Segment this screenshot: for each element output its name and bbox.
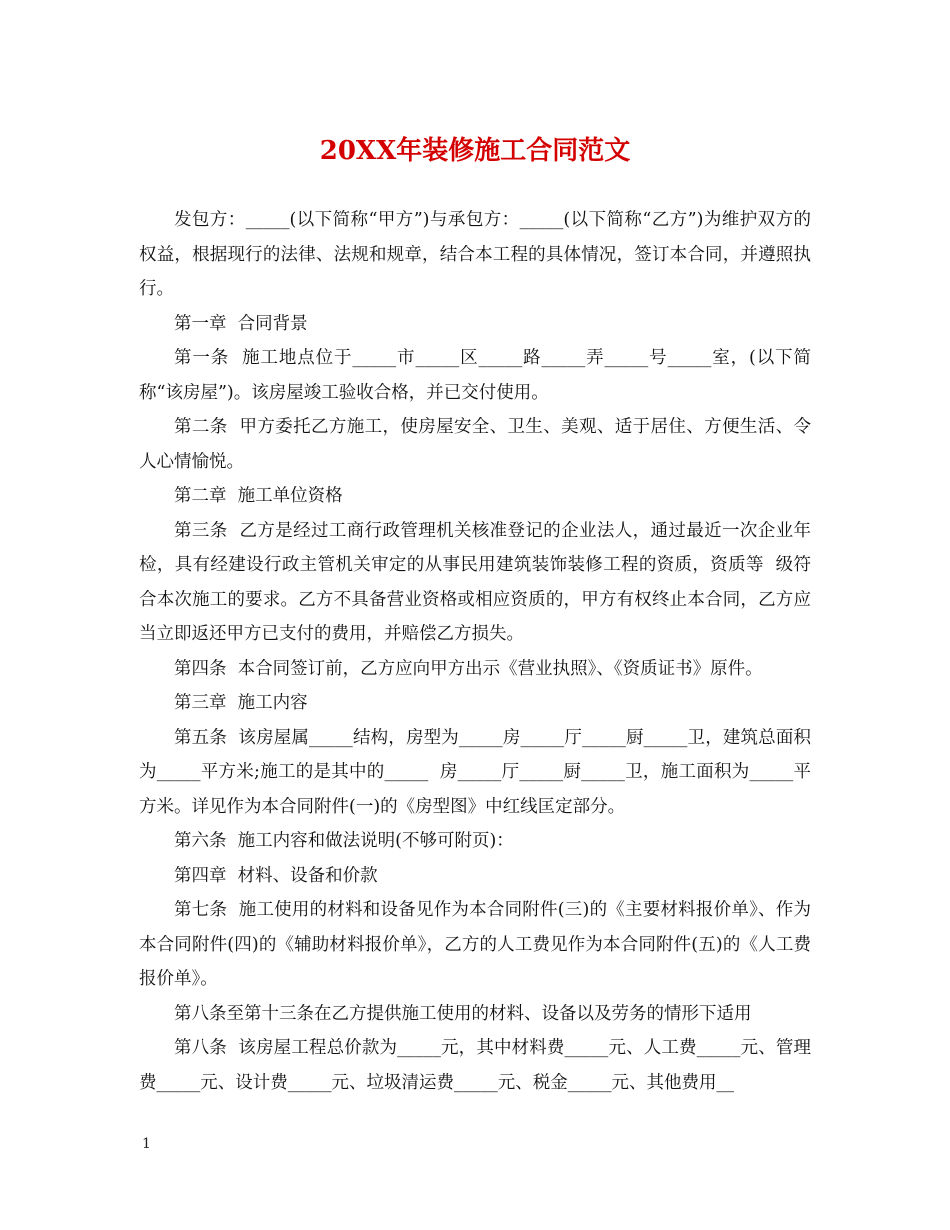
chapter-heading-3: 第三章 施工内容 <box>174 693 308 713</box>
document-title: 20XX年装修施工合同范文 <box>319 136 631 166</box>
article-3: 第三条 乙方是经过工商行政管理机关核准登记的企业法人，通过最近一次企业年检，具有经建设行政主管机关审定的从事民用建筑装饰装修工程的资质，资质等 级符合本次施工的要求。乙方不具备营业资格或相应资质的，甲方有权终止本合同，乙方应当立即返还甲方已支付的费用，并赔偿乙方损失。 <box>139 520 811 644</box>
article-4: 第四条 本合同签订前，乙方应向甲方出示《营业执照》、《资质证书》原件。 <box>174 658 763 679</box>
article-7: 第七条 施工使用的材料和设备见作为本合同附件(三)的《主要材料报价单》、作为本合同附件(四)的《辅助材料报价单》，乙方的人工费见作为本合同附件(五)的《人工费报价单》。 <box>139 900 811 989</box>
paragraph-intro: 发包方：_____(以下简称“甲方”)与承包方：_____(以下简称“乙方”)为维护双方的权益，根据现行的法律、法规和规章，结合本工程的具体情况，签订本合同，并遵照执行。 <box>139 210 811 299</box>
page-number: 1 <box>142 1136 151 1152</box>
articles-8-13-note: 第八条至第十三条在乙方提供施工使用的材料、设备以及劳务的情形下适用 <box>174 1003 752 1024</box>
article-2: 第二条 甲方委托乙方施工，使房屋安全、卫生、美观、适于居住、方便生活、令人心情愉悦。 <box>139 417 811 472</box>
chapter-heading-4: 第四章 材料、设备和价款 <box>174 865 378 886</box>
chapter-heading-1: 第一章 合同背景 <box>174 313 308 334</box>
article-1: 第一条 施工地点位于_____市_____区_____路_____弄_____号_____室，(以下简称“该房屋”)。该房屋竣工验收合格，并已交付使用。 <box>139 348 811 403</box>
article-8: 第八条 该房屋工程总价款为_____元，其中材料费_____元、人工费_____元、管理费_____元、设计费_____元、垃圾清运费_____元、税金_____元、其他费用__ <box>139 1038 811 1093</box>
document-body <box>139 203 811 1100</box>
article-5: 第五条 该房屋属_____结构，房型为_____房_____厅_____厨_____卫，建筑总面积为_____平方米;施工的是其中的_____ 房_____厅_____厨_____卫，施工面积为_____平方米。详见作为本合同附件(一)的《房型图》中红线匡定部分。 <box>139 727 811 817</box>
chapter-heading-2: 第二章 施工单位资格 <box>174 486 343 506</box>
article-6: 第六条 施工内容和做法说明(不够可附页)： <box>174 831 514 851</box>
